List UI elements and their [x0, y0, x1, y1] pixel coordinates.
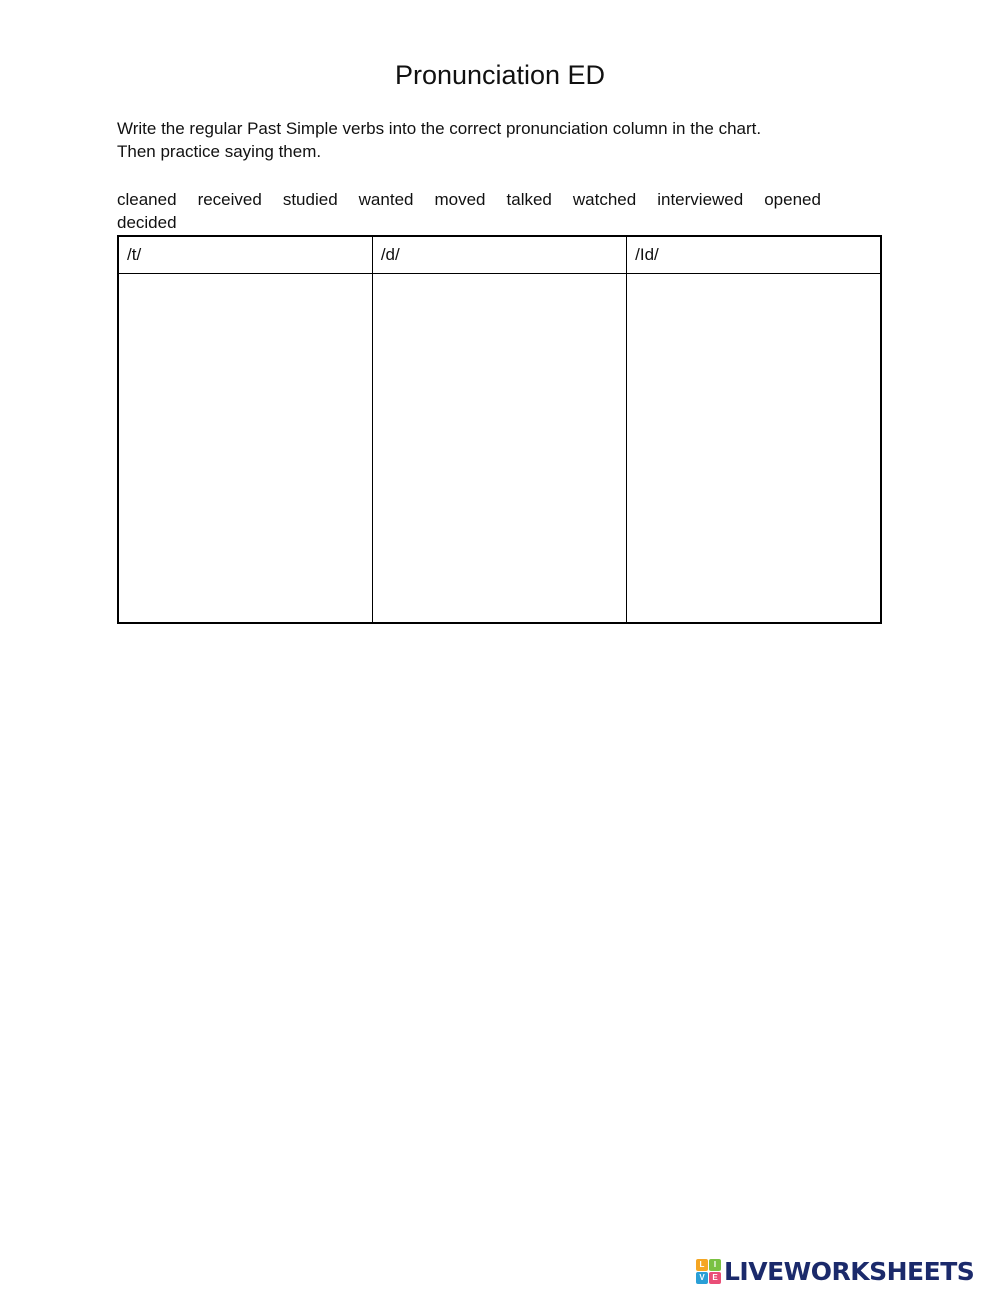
logo-badge-icon: L I V E	[696, 1259, 721, 1284]
word-opened[interactable]: opened	[764, 190, 821, 209]
drop-zone-id[interactable]	[627, 273, 881, 623]
word-wanted[interactable]: wanted	[358, 190, 414, 209]
page-title: Pronunciation ED	[394, 60, 606, 90]
word-interviewed[interactable]: interviewed	[657, 190, 744, 209]
drop-zone-d[interactable]	[372, 273, 626, 623]
word-talked[interactable]: talked	[506, 190, 552, 209]
drop-zone-t[interactable]	[118, 273, 372, 623]
word-bank	[117, 188, 837, 234]
word-moved[interactable]: moved	[434, 190, 486, 209]
column-header-id: /Id/	[627, 236, 881, 273]
column-header-t: /t/	[118, 236, 372, 273]
word-received[interactable]: received	[197, 190, 262, 209]
word-watched[interactable]: watched	[572, 190, 637, 209]
word-cleaned[interactable]: cleaned	[117, 190, 177, 209]
instructions-line-2: Then practice saying them.	[117, 142, 322, 161]
instructions	[117, 117, 897, 163]
instructions-line-1: Write the regular Past Simple verbs into the correct pronunciation column in the chart.	[117, 119, 762, 138]
liveworksheets-logo	[696, 1256, 974, 1286]
word-decided[interactable]: decided	[117, 213, 177, 232]
word-studied[interactable]: studied	[282, 190, 338, 209]
pronunciation-chart	[117, 235, 882, 624]
logo-text: LIVEWORKSHEETS	[724, 1256, 975, 1286]
column-header-d: /d/	[372, 236, 626, 273]
